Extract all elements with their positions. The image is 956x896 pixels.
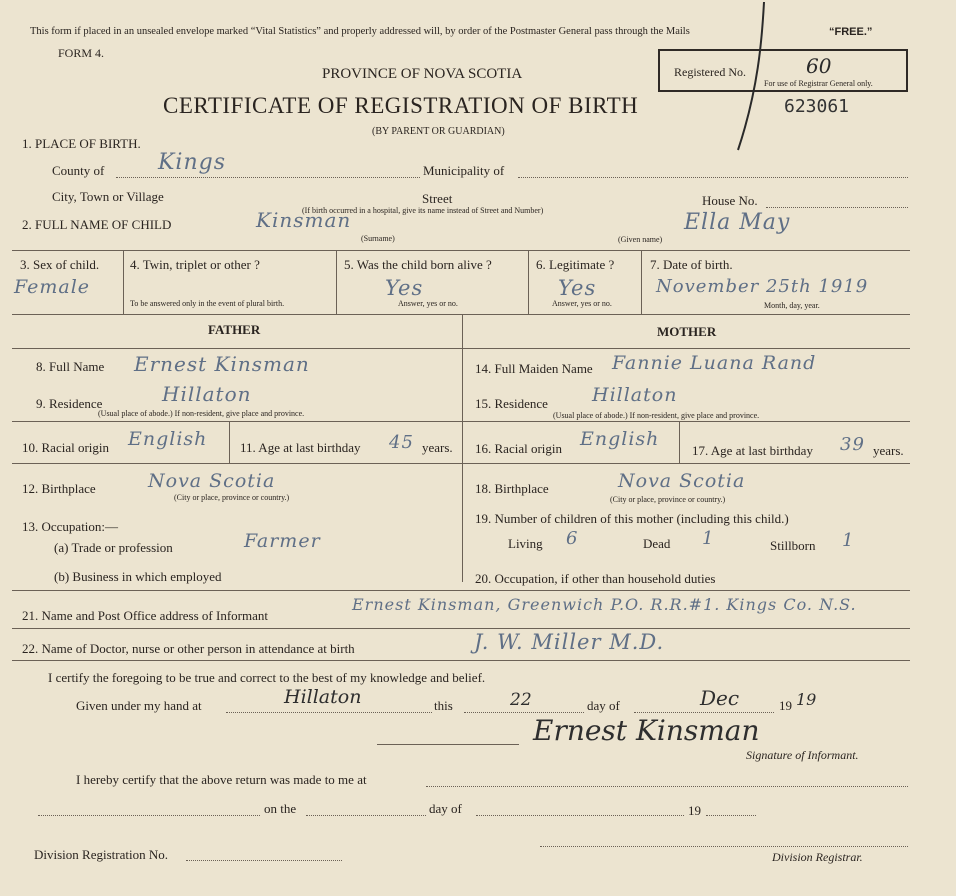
this-label: this xyxy=(434,698,453,713)
given-place-line xyxy=(226,712,432,713)
father-business-label: (b) Business in which employed xyxy=(54,569,222,584)
father-age-value: 45 xyxy=(389,432,414,453)
mother-residence-label: 15. Residence xyxy=(475,396,548,411)
father-racial-value: English xyxy=(128,428,208,450)
registrar-line-3 xyxy=(476,815,684,816)
rule xyxy=(641,250,642,314)
registrar-year-label: 19 xyxy=(688,803,701,818)
city-label: City, Town or Village xyxy=(52,189,164,204)
on-the-label: on the xyxy=(264,801,297,816)
surname-caption: (Surname) xyxy=(361,234,395,243)
county-label: County of xyxy=(52,163,105,178)
free-mark: “FREE.” xyxy=(829,26,873,38)
mother-residence-note: (Usual place of abode.) If non-resident, give place and province. xyxy=(553,411,760,420)
living-value: 6 xyxy=(566,528,579,549)
given-name-value: Ella May xyxy=(684,210,791,235)
mother-children-label: 19. Number of children of this mother (including this child.) xyxy=(475,511,789,526)
birth-date-note: Month, day, year. xyxy=(764,301,820,310)
division-registrar-label: Division Registrar. xyxy=(772,850,863,864)
mother-birthplace-label: 18. Birthplace xyxy=(475,481,549,496)
rule xyxy=(12,590,910,591)
form-number: FORM 4. xyxy=(58,46,105,60)
father-trade-label: (a) Trade or profession xyxy=(54,540,173,555)
house-label: House No. xyxy=(702,193,758,208)
attendant-label: 22. Name of Doctor, nurse or other person in attendance at birth xyxy=(22,641,355,656)
municipality-line xyxy=(518,177,908,178)
rule xyxy=(336,250,337,314)
pen-stroke-mark xyxy=(720,0,780,160)
father-birthplace-label: 12. Birthplace xyxy=(22,481,96,496)
mother-name-label: 14. Full Maiden Name xyxy=(475,361,593,376)
rule xyxy=(12,660,910,661)
day-value: 22 xyxy=(510,690,532,710)
stillborn-label: Stillborn xyxy=(770,538,816,553)
father-residence-note: (Usual place of abode.) If non-resident, give place and province. xyxy=(98,409,305,418)
month-line xyxy=(634,712,774,713)
informant-label: 21. Name and Post Office address of Informant xyxy=(22,608,268,623)
legitimate-note: Answer, yes or no. xyxy=(552,299,612,308)
certificate-subtitle: (BY PARENT OR GUARDIAN) xyxy=(372,126,505,137)
alive-label: 5. Was the child born alive ? xyxy=(344,257,492,272)
rule xyxy=(12,628,910,629)
province-title: PROVINCE OF NOVA SCOTIA xyxy=(322,66,523,82)
sex-label: 3. Sex of child. xyxy=(20,257,100,272)
twin-note: To be answered only in the event of plural birth. xyxy=(130,299,285,308)
father-birthplace-value: Nova Scotia xyxy=(148,470,276,492)
mother-occupation-label: 20. Occupation, if other than household duties xyxy=(475,571,716,586)
registrar-day-of-label: day of xyxy=(429,801,462,816)
birth-date-value: November 25th 1919 xyxy=(656,276,869,297)
rule xyxy=(12,314,910,315)
given-under-label: Given under my hand at xyxy=(76,698,202,713)
street-label: Street xyxy=(422,191,453,206)
alive-value: Yes xyxy=(385,276,424,300)
year-value: 19 xyxy=(796,690,817,709)
living-label: Living xyxy=(508,536,543,551)
mother-racial-label: 16. Racial origin xyxy=(475,441,563,456)
mother-age-label: 17. Age at last birthday xyxy=(692,443,813,458)
mother-name-value: Fannie Luana Rand xyxy=(612,352,817,374)
house-line xyxy=(766,207,908,208)
certify-statement: I certify the foregoing to be true and correct to the best of my knowledge and belief. xyxy=(48,670,486,685)
given-name-caption: (Given name) xyxy=(618,235,663,244)
attendant-value: J. W. Miller M.D. xyxy=(474,630,665,654)
stillborn-value: 1 xyxy=(842,530,855,551)
father-trade-value: Farmer xyxy=(244,530,321,552)
place-heading: 1. PLACE OF BIRTH. xyxy=(22,136,141,151)
rule xyxy=(12,463,910,464)
rule xyxy=(377,744,519,745)
rule xyxy=(123,250,124,314)
registrar-statement: I hereby certify that the above return was made to me at xyxy=(76,772,367,787)
parents-divider xyxy=(462,314,463,582)
municipality-label: Municipality of xyxy=(423,163,505,178)
mother-birthplace-value: Nova Scotia xyxy=(618,470,746,492)
legitimate-label: 6. Legitimate ? xyxy=(536,257,615,272)
given-place-value: Hillaton xyxy=(284,686,362,708)
sex-value: Female xyxy=(14,276,91,298)
registrar-line-4 xyxy=(706,815,756,816)
rule xyxy=(229,421,230,463)
street-note: (If birth occurred in a hospital, give its name instead of Street and Number) xyxy=(302,206,544,215)
registrar-signature-line xyxy=(540,846,908,847)
signature-caption: Signature of Informant. xyxy=(746,748,859,762)
father-name-value: Ernest Kinsman xyxy=(134,352,310,376)
father-residence-value: Hillaton xyxy=(162,382,252,406)
certificate-title: CERTIFICATE OF REGISTRATION OF BIRTH xyxy=(163,93,639,118)
day-of-label: day of xyxy=(587,698,620,713)
informant-signature: Ernest Kinsman xyxy=(533,714,760,747)
mother-heading: MOTHER xyxy=(657,324,717,339)
registrar-place-line xyxy=(426,786,908,787)
father-heading: FATHER xyxy=(208,322,261,337)
registered-note: For use of Registrar General only. xyxy=(764,79,873,88)
father-occupation-label: 13. Occupation:— xyxy=(22,519,119,534)
child-name-label: 2. FULL NAME OF CHILD xyxy=(22,217,172,232)
rule xyxy=(528,250,529,314)
certificate-number: 623061 xyxy=(784,96,850,117)
dead-label: Dead xyxy=(643,536,671,551)
mother-racial-value: English xyxy=(580,428,660,450)
rule xyxy=(12,250,910,251)
division-no-label: Division Registration No. xyxy=(34,847,168,862)
legitimate-value: Yes xyxy=(558,276,597,300)
twin-label: 4. Twin, triplet or other ? xyxy=(130,257,260,272)
father-name-label: 8. Full Name xyxy=(36,359,105,374)
father-age-label: 11. Age at last birthday xyxy=(240,440,361,455)
registrar-line-2 xyxy=(306,815,426,816)
informant-value: Ernest Kinsman, Greenwich P.O. R.R.#1. Kings Co. N.S. xyxy=(352,595,857,614)
mother-birthplace-note: (City or place, province or country.) xyxy=(610,495,726,504)
registered-label: Registered No. xyxy=(674,65,746,79)
father-age-years: years. xyxy=(422,440,453,455)
registered-number: 60 xyxy=(806,54,832,78)
mother-residence-value: Hillaton xyxy=(592,384,678,406)
county-value: Kings xyxy=(158,150,227,175)
day-line xyxy=(464,712,584,713)
mother-age-years: years. xyxy=(873,443,904,458)
alive-note: Answer, yes or no. xyxy=(398,299,458,308)
father-racial-label: 10. Racial origin xyxy=(22,440,110,455)
mail-notice: This form if placed in an unsealed envelope marked “Vital Statistics” and properly addressed will, by order of the Postmaster General pass through the Mails xyxy=(30,26,690,37)
county-line xyxy=(116,177,420,178)
father-residence-label: 9. Residence xyxy=(36,396,103,411)
rule xyxy=(12,348,910,349)
month-value: Dec xyxy=(700,686,740,710)
surname-value: Kinsman xyxy=(256,208,352,232)
dead-value: 1 xyxy=(702,528,715,549)
registrar-line-1 xyxy=(38,815,260,816)
rule xyxy=(679,421,680,463)
birth-date-label: 7. Date of birth. xyxy=(650,257,733,272)
mother-age-value: 39 xyxy=(840,434,865,455)
rule xyxy=(12,421,910,422)
division-no-line xyxy=(186,860,342,861)
year-prefix: 19 xyxy=(779,698,792,713)
father-birthplace-note: (City or place, province or country.) xyxy=(174,493,290,502)
